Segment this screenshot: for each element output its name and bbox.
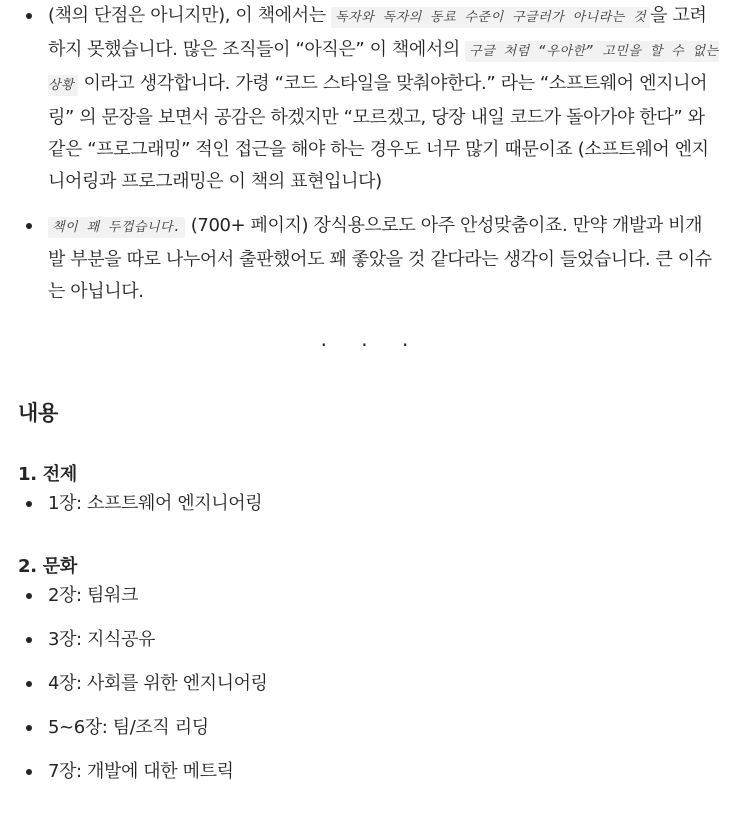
text-segment: (700+ 페이지) 장식용으로도 아주 안성맞춤이죠. 만약 개발과 비개발 부분을 따로 나누어서 출판했어도 꽤 좋았을 것 같다라는 생각이 들었습니다. 큰 이슈는 아닙니다. — [48, 215, 712, 302]
toc-title: 내용 — [18, 401, 58, 425]
toc-section-heading: 2. 문화 — [18, 556, 77, 577]
text-segment: (책의 단점은 아니지만), 이 책에서는 — [48, 5, 332, 26]
list-item — [0, 210, 729, 308]
inline-code: 독자와 독자의 동료 수준이 구글러가 아니라는 것 — [331, 7, 650, 28]
text-segment: 이라고 생각합니다. 가령 “코드 스타일을 맞춰야한다.” 라는 “소프트웨어 엔지니어링” 의 문장을 보면서 공감은 하겠지만 “모르겠고, 당장 내일 코드가 돌아가야 한다” 와 같은 “프로그래밍” 적인 접근을 해야 하는 경우도 너무 많기 때문이죠 (소프트웨어 엔지니어링과 프로그래밍은 이 책의 표현입니다) — [48, 73, 709, 192]
toc-section-list — [0, 488, 729, 520]
cons-list — [0, 0, 729, 308]
inline-code: 책이 꽤 두껍습니다. — [48, 217, 185, 238]
inline-code: 구글 처럼 “우아한” 고민을 할 수 없는 상황 — [48, 41, 719, 96]
toc-item: 2장: 팀워크 — [0, 580, 729, 612]
toc-item: 7장: 개발에 대한 메트릭 — [0, 756, 729, 788]
toc-item: 4장: 사회를 위한 엔지니어링 — [0, 668, 729, 700]
toc-item: 3장: 지식공유 — [0, 624, 729, 656]
toc-section-heading: 1. 전제 — [18, 464, 77, 485]
toc-item: 5~6장: 팀/조직 리딩 — [0, 712, 729, 744]
text-segment: 을 고려하지 못했습니다. 많은 조직들이 “아직은” 이 책에서의 — [48, 5, 707, 60]
toc-item: 1장: 소프트웨어 엔지니어링 — [0, 488, 729, 520]
list-item — [0, 0, 729, 198]
section-separator: · · · — [320, 333, 423, 357]
toc-section-list — [0, 580, 729, 788]
